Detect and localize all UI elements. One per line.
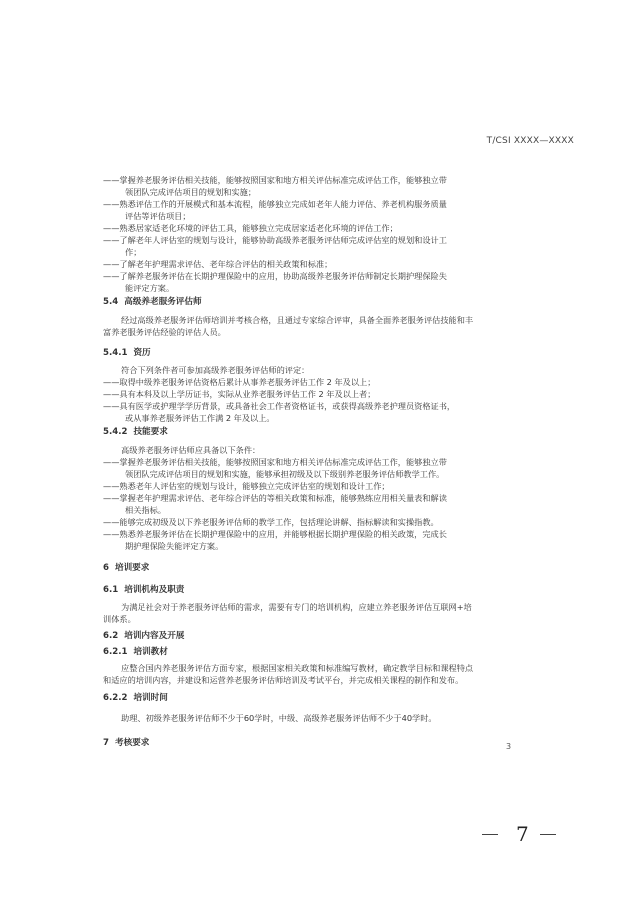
list-item-continuation: 或从事养老服务评估工作满 2 年及以上。 <box>125 413 275 423</box>
paragraph-line: 训体系。 <box>103 614 136 624</box>
list-item: ——具有本科及以上学历证书，实际从业养老服务评估工作 2 年及以上者； <box>103 389 376 399</box>
section-6-2-1-paragraph <box>103 662 533 686</box>
list-item: ——熟悉老年人评估室的规划与设计，能够独立完成评估室的规划和设计工作； <box>103 481 390 491</box>
list-intro: 高级养老服务评估师应具备以下条件： <box>121 445 261 455</box>
section-title: 高级养老服务评估师 <box>124 297 202 307</box>
section-heading-6-2-1 <box>103 646 533 658</box>
list-item-continuation: 期护理保险失能评定方案。 <box>125 541 224 551</box>
section-heading-5-4-2 <box>103 426 533 438</box>
list-item: ——取得中级养老服务评估资格后累计从事养老服务评估工作 2 年及以上； <box>103 377 376 387</box>
section-number: 5.4.2 <box>103 427 128 437</box>
standard-code: T/CSI XXXX—XXXX <box>486 136 574 146</box>
section-heading-7 <box>103 737 533 749</box>
intermediate-skills-list <box>103 174 533 294</box>
section-title: 培训内容及开展 <box>124 631 185 641</box>
section-5-4-1-list <box>103 364 533 424</box>
section-number: 7 <box>103 738 109 748</box>
list-item-continuation: 能评定方案。 <box>125 283 175 293</box>
section-number: 6.1 <box>103 585 119 595</box>
list-item: ——具有医学或护理学学历背景，或具备社会工作者资格证书，或获得高级养老护理员资格证书， <box>103 401 456 411</box>
list-item: ——能够完成初级及以下养老服务评估师的教学工作，包括理论讲解、指标解读和实操指教。 <box>103 517 439 527</box>
section-6-2-2-paragraph <box>103 712 533 724</box>
list-item: ——掌握养老服务评估相关技能，能够按照国家和地方相关评估标准完成评估工作，能够独立带 <box>103 175 447 185</box>
section-title: 资历 <box>133 348 151 358</box>
section-heading-6 <box>103 562 533 574</box>
paragraph-line: 和适应的培训内容，并建设和运营养老服务评估师培训及考试平台，并完成相关课程的制作和发布。 <box>103 675 464 685</box>
list-item: ——熟悉养老服务评估在长期护理保险中的应用，并能够根据长期护理保险的相关政策，完成长 <box>103 529 447 539</box>
section-title: 技能要求 <box>133 427 168 437</box>
footer-dash-left <box>482 834 498 835</box>
footer-dash-right <box>540 834 556 835</box>
section-number: 5.4.1 <box>103 348 128 358</box>
section-number: 6.2 <box>103 631 119 641</box>
paragraph-line: 为满足社会对于养老服务评估师的需求，需要有专门的培训机构，应建立养老服务评估互联网+培 <box>121 602 472 612</box>
list-item: ——掌握老年护理需求评估、老年综合评估的等相关政策和标准，能够熟练应用相关量表和解读 <box>103 493 447 503</box>
list-item: ——了解养老服务评估在长期护理保险中的应用，协助高级养老服务评估师制定长期护理保险失 <box>103 271 447 281</box>
list-item: ——掌握养老服务评估相关技能，能够按照国家和地方相关评估标准完成评估工作，能够独立带 <box>103 457 447 467</box>
section-heading-6-2-2 <box>103 692 533 704</box>
paragraph-line: 富养老服务评估经验的评估人员。 <box>103 327 226 337</box>
paragraph-line: 经过高级养老服务评估师培训并考核合格，且通过专家综合评审，具备全面养老服务评估技能和丰 <box>121 315 474 325</box>
list-item-continuation: 评估等评估项目； <box>125 211 191 221</box>
footer-page-number: 7 <box>516 822 529 846</box>
section-5-4-2-list <box>103 444 533 552</box>
section-heading-5-4-1 <box>103 347 533 359</box>
section-heading-5-4 <box>103 296 533 308</box>
list-item: ——了解老年护理需求评估、老年综合评估的相关政策和标准； <box>103 259 333 269</box>
section-title: 培训要求 <box>114 563 150 573</box>
section-heading-6-1 <box>103 584 533 596</box>
list-item-continuation: 领团队完成评估项目的规划和实施，能够承担初级及以下级别养老服务评估师教学工作。 <box>125 469 445 479</box>
section-heading-6-2 <box>103 630 533 642</box>
section-number: 5.4 <box>103 297 119 307</box>
section-number: 6 <box>103 563 109 573</box>
inner-page-number: 3 <box>506 742 512 751</box>
page-footer <box>482 822 556 846</box>
list-item: ——了解老年人评估室的规划与设计，能够协助高级养老服务评估师完成评估室的规划和设计工 <box>103 235 447 245</box>
list-item-continuation: 相关指标。 <box>125 505 166 515</box>
list-item-continuation: 领团队完成评估项目的规划和实施； <box>125 187 257 197</box>
section-title: 培训时间 <box>133 693 168 703</box>
section-number: 6.2.2 <box>103 693 128 703</box>
list-item: ——熟悉评估工作的开展模式和基本流程，能够独立完成如老年人能力评估、养老机构服务质量 <box>103 199 447 209</box>
section-title: 培训教材 <box>133 647 168 657</box>
section-6-1-paragraph <box>103 601 533 625</box>
paragraph-line: 应整合国内养老服务评估方面专家，根据国家相关政策和标准编写教材，确定教学目标和课程特点 <box>121 663 474 673</box>
section-title: 考核要求 <box>114 738 150 748</box>
list-intro: 符合下列条件者可参加高级养老服务评估师的评定： <box>121 365 310 375</box>
list-item-continuation: 作； <box>125 247 142 257</box>
paragraph-line: 助理、初级养老服务评估师不少于60学时，中级、高级养老服务评估师不少于40学时。 <box>121 713 437 723</box>
list-item: ——熟悉居家适老化环境的评估工具，能够独立完成居家适老化环境的评估工作； <box>103 223 398 233</box>
section-number: 6.2.1 <box>103 647 128 657</box>
section-5-4-paragraph <box>103 314 533 338</box>
section-title: 培训机构及职责 <box>124 585 185 595</box>
